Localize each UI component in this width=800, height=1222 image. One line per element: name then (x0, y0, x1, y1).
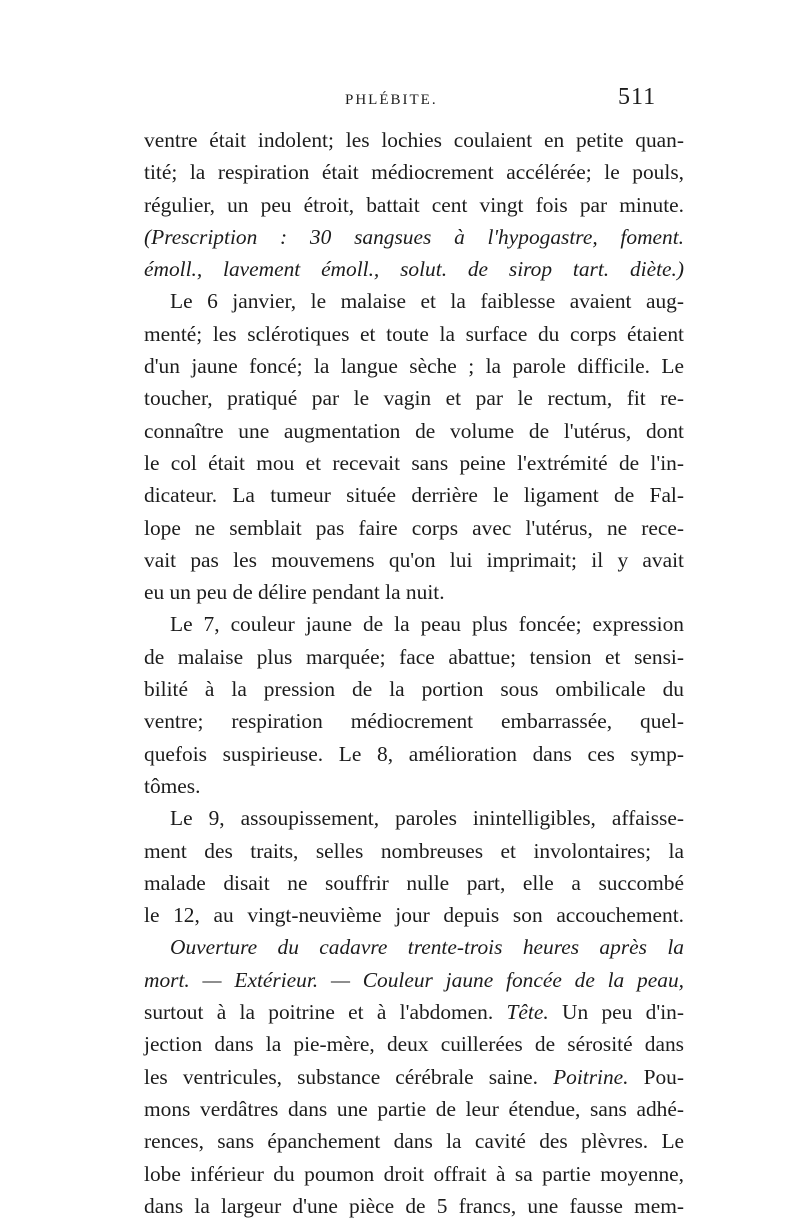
text-run: lobe inférieur du poumon droit offrait à sa partie moyenne, (144, 1161, 684, 1186)
text-run: rences, sans épanchement dans la cavité des plèvres. Le (144, 1129, 684, 1154)
text-run: mort. — Extérieur. — Couleur jaune foncée de la peau, (144, 967, 684, 992)
text-run: régulier, un peu étroit, battait cent vingt fois par minute. (144, 192, 684, 217)
text-run: ventre; respiration médiocrement embarrassée, quel- (144, 709, 684, 734)
text-run: vait pas les mouvemens qu'on lui imprimait; il y avait (144, 547, 684, 572)
text-run: jection dans la pie-mère, deux cuillerées de sérosité dans (144, 1032, 684, 1057)
paragraph-start (144, 285, 684, 317)
text-run: bilité à la pression de la portion sous ombilicale du (144, 677, 684, 702)
text-line (144, 996, 684, 1028)
text-line (144, 544, 684, 576)
page-header (0, 82, 800, 112)
text-run: Pou- (628, 1064, 684, 1089)
text-line (144, 189, 684, 221)
page-number: 511 (618, 84, 657, 110)
text-line (144, 835, 684, 867)
text-run: les ventricules, substance cérébrale saine. (144, 1064, 554, 1089)
text-line (144, 512, 684, 544)
text-run: ment des traits, selles nombreuses et involontaires; la (144, 838, 684, 863)
text-line (144, 479, 684, 511)
text-run: dans la largeur d'une pièce de 5 francs, une fausse mem- (144, 1193, 684, 1218)
paragraph-start (144, 608, 684, 640)
text-line (144, 1061, 684, 1093)
text-line (144, 867, 684, 899)
text-line (144, 318, 684, 350)
text-line (144, 673, 684, 705)
text-run: ventre était indolent; les lochies coulaient en petite quan- (144, 128, 684, 152)
text-line (144, 1125, 684, 1157)
text-run: Tête. (506, 1000, 549, 1025)
text-run: Le 7, couleur jaune de la peau plus foncée; expression (170, 612, 684, 637)
text-line (144, 899, 684, 931)
text-run: malade disait ne souffrir nulle part, elle a succombé (144, 870, 684, 895)
text-line (144, 770, 684, 802)
text-run: d'un jaune foncé; la langue sèche ; la parole difficile. Le (144, 354, 684, 379)
running-title: PHLÉBITE. (345, 92, 438, 108)
text-run: Ouverture du cadavre trente-trois heures après la (170, 935, 684, 960)
prescription-line (144, 221, 684, 253)
section-heading-line (144, 931, 684, 963)
text-run: le 12, au vingt-neuvième jour depuis son accouchement. (144, 903, 684, 928)
text-run: (Prescription : 30 sangsues à l'hypogastre, foment. (144, 224, 684, 249)
text-line (144, 1093, 684, 1125)
text-line (144, 415, 684, 447)
text-line (144, 1158, 684, 1190)
text-line (144, 382, 684, 414)
text-line (144, 1028, 684, 1060)
text-run: Un peu d'in- (548, 1000, 684, 1025)
body-text (144, 124, 684, 1222)
text-run: Le 9, assoupissement, paroles inintelligibles, affaisse- (170, 806, 684, 831)
text-run: Le 6 janvier, le malaise et la faiblesse avaient aug- (170, 289, 684, 314)
text-line (144, 641, 684, 673)
text-run: tômes. (144, 773, 201, 798)
text-run: toucher, pratiqué par le vagin et par le rectum, fit re- (144, 386, 684, 411)
text-line (144, 576, 684, 608)
text-line (144, 1190, 684, 1222)
section-heading-line (144, 964, 684, 996)
text-run: émoll., lavement émoll., solut. de sirop tart. diète.) (144, 257, 684, 282)
text-run: de malaise plus marquée; face abattue; tension et sensi- (144, 644, 684, 669)
text-run: le col était mou et recevait sans peine l'extrémité de l'in- (144, 450, 684, 475)
text-run: connaître une augmentation de volume de l'utérus, dont (144, 418, 684, 443)
text-run: menté; les sclérotiques et toute la surface du corps étaient (144, 321, 684, 346)
text-run: quefois suspirieuse. Le 8, amélioration dans ces symp- (144, 741, 684, 766)
prescription-line (144, 253, 684, 285)
text-run: surtout à la poitrine et à l'abdomen. (144, 1000, 507, 1025)
text-line (144, 156, 684, 188)
paragraph-start (144, 802, 684, 834)
text-line (144, 350, 684, 382)
text-line (144, 124, 684, 156)
text-line (144, 447, 684, 479)
text-run: mons verdâtres dans une partie de leur étendue, sans adhé- (144, 1096, 684, 1121)
text-run: lope ne semblait pas faire corps avec l'utérus, ne rece- (144, 515, 684, 540)
text-line (144, 705, 684, 737)
text-line (144, 738, 684, 770)
text-run: eu un peu de délire pendant la nuit. (144, 580, 445, 605)
text-run: Poitrine. (553, 1064, 629, 1089)
text-run: dicateur. La tumeur située derrière le ligament de Fal- (144, 483, 684, 508)
text-run: tité; la respiration était médiocrement accélérée; le pouls, (144, 160, 684, 185)
